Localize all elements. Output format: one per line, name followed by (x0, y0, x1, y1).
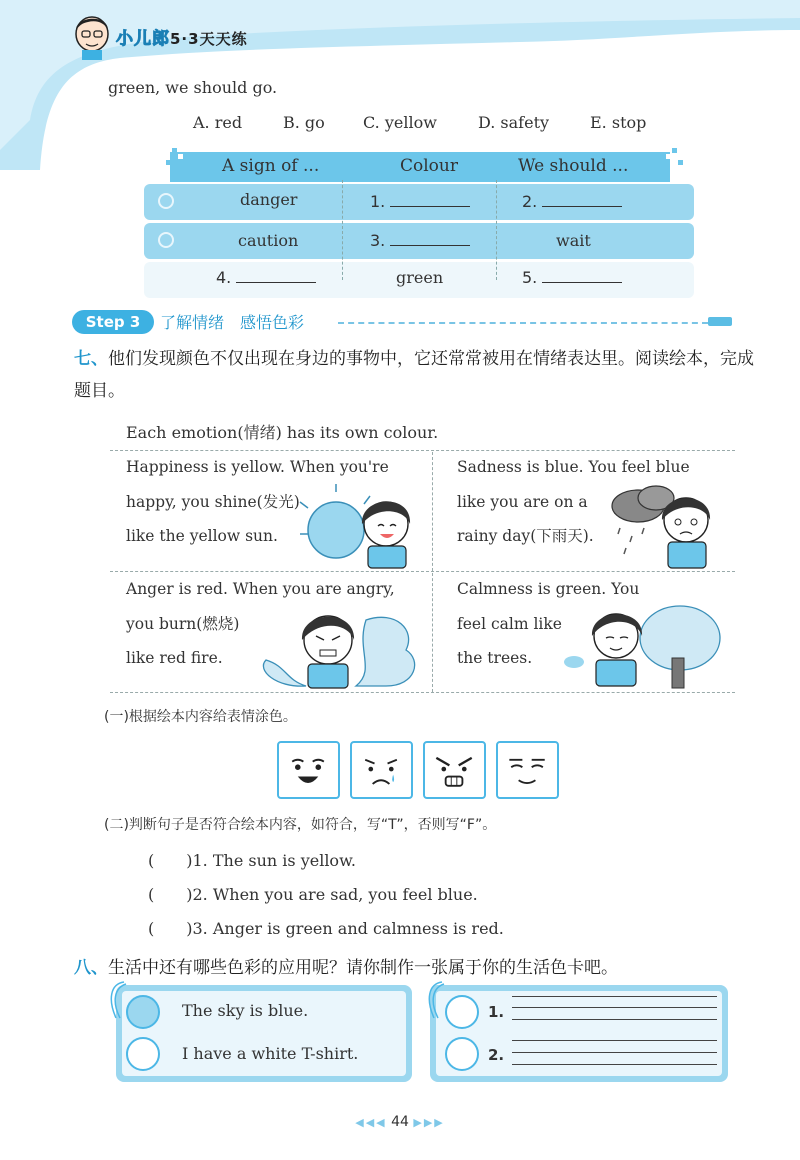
cell-wait: wait (556, 231, 591, 250)
happy-face-icon[interactable] (277, 741, 340, 799)
answer-line[interactable] (512, 1007, 717, 1008)
sad-girl-cloud-illustration (608, 480, 726, 570)
part-1-instruction: (一)根据绘本内容给表情涂色。 (104, 709, 297, 725)
ring-icon (158, 232, 174, 248)
anger-line: you burn(燃烧) (126, 614, 240, 633)
question-7-number: 七、 (74, 349, 108, 369)
story-border-bottom (110, 692, 735, 693)
option-a: A. red (193, 113, 243, 132)
emotion-faces (277, 741, 559, 799)
table-header-colour: Colour (400, 156, 458, 176)
story-border-center (432, 452, 433, 692)
pencil-icon (708, 317, 732, 326)
happiness-line: like the yellow sun. (126, 527, 278, 545)
anger-line: like red fire. (126, 649, 223, 667)
cell-caution: caution (238, 231, 299, 250)
cell-danger: danger (240, 190, 298, 209)
answer-label-1: 1. (488, 1003, 505, 1021)
page-number: 44 (391, 1114, 409, 1130)
cell-green: green (396, 268, 444, 287)
blank-1-label: 1. (370, 192, 386, 211)
answer-swatch-circle-1[interactable] (445, 995, 479, 1029)
question-7 (74, 343, 754, 407)
answer-line[interactable] (512, 1040, 717, 1041)
happiness-line: happy, you shine(发光) (126, 492, 300, 511)
left-arrows-icon: ◀◀◀ (355, 1116, 387, 1129)
answer-line[interactable] (512, 1019, 717, 1020)
calmness-line: the trees. (457, 649, 533, 667)
brand-name (116, 24, 248, 49)
blank-4-label: 4. (216, 268, 232, 287)
blank-2[interactable] (522, 192, 622, 211)
sadness-line: Sadness is blue. You feel blue (457, 458, 690, 476)
pixel-deco (678, 160, 683, 165)
answer-label-2: 2. (488, 1046, 505, 1064)
sadness-line: like you are on a (457, 492, 588, 511)
story-intro: Each emotion(情绪) has its own colour. (126, 423, 439, 442)
mascot-icon (70, 12, 114, 60)
blank-3[interactable] (370, 231, 470, 250)
question-8-text: 生活中还有哪些色彩的应用呢？请你制作一张属于你的生活色卡吧。 (108, 958, 618, 978)
calm-face-icon[interactable] (496, 741, 559, 799)
option-b: B. go (283, 113, 325, 132)
pixel-deco (666, 154, 671, 159)
blank-2-label: 2. (522, 192, 538, 211)
tf-item-1[interactable]: ( )1. The sun is yellow. (148, 851, 356, 870)
card-example-line-1: The sky is blue. (182, 1001, 309, 1020)
brand-part2: 5·3天天练 (170, 29, 248, 48)
calmness-line: Calmness is green. You (457, 580, 640, 598)
step-pill: Step 3 (72, 310, 154, 334)
tf-item-3[interactable]: ( )3. Anger is green and calmness is red. (148, 919, 504, 938)
sad-face-icon[interactable] (350, 741, 413, 799)
answer-swatch-circle-2[interactable] (445, 1037, 479, 1071)
angry-girl-fire-illustration (246, 600, 428, 690)
pixel-deco (166, 160, 171, 165)
brand-logo (70, 12, 248, 60)
pixel-deco (178, 154, 183, 159)
column-divider (496, 180, 497, 280)
anger-line: Anger is red. When you are angry, (126, 580, 395, 598)
blue-swatch-circle (126, 995, 160, 1029)
happiness-line: Happiness is yellow. When you're (126, 458, 389, 476)
calmness-line: feel calm like (457, 614, 562, 633)
pixel-deco (172, 148, 177, 153)
option-e: E. stop (590, 113, 647, 132)
tf-item-2[interactable]: ( )2. When you are sad, you feel blue. (148, 885, 478, 904)
pixel-deco (672, 148, 677, 153)
column-divider (342, 180, 343, 280)
answer-line[interactable] (512, 1064, 717, 1065)
white-swatch-circle (126, 1037, 160, 1071)
page-footer (0, 1114, 800, 1130)
right-arrows-icon: ▶▶▶ (413, 1116, 445, 1129)
answer-line[interactable] (512, 1052, 717, 1053)
blank-3-label: 3. (370, 231, 386, 250)
card-example-line-2: I have a white T-shirt. (182, 1044, 359, 1063)
option-d: D. safety (478, 113, 550, 132)
ring-icon (158, 193, 174, 209)
angry-face-icon[interactable] (423, 741, 486, 799)
options-row (193, 113, 646, 132)
blank-4[interactable] (216, 268, 316, 287)
table-header-should: We should ... (518, 156, 629, 176)
question-7-text: 他们发现颜色不仅出现在身边的事物中，它还常常被用在情绪表达里。阅读绘本，完成题目。 (74, 349, 754, 401)
question-8-number: 八、 (74, 958, 108, 978)
part-2-instruction: (二)判断句子是否符合绘本内容，如符合，写“T”，否则写“F”。 (104, 817, 497, 833)
question-8 (74, 953, 618, 978)
blank-1[interactable] (370, 192, 470, 211)
blank-5[interactable] (522, 268, 622, 287)
option-c: C. yellow (363, 113, 437, 132)
intro-line: green, we should go. (108, 78, 278, 97)
calm-girl-tree-illustration (560, 598, 726, 690)
step-title: 了解情绪 感悟色彩 (160, 313, 305, 332)
step-divider (338, 322, 708, 324)
blank-5-label: 5. (522, 268, 538, 287)
table-header-sign: A sign of ... (222, 156, 320, 176)
brand-part1: 小儿郎 (116, 28, 170, 49)
happy-girl-sun-illustration (296, 478, 426, 570)
answer-line[interactable] (512, 996, 717, 997)
sadness-line: rainy day(下雨天). (457, 527, 594, 545)
